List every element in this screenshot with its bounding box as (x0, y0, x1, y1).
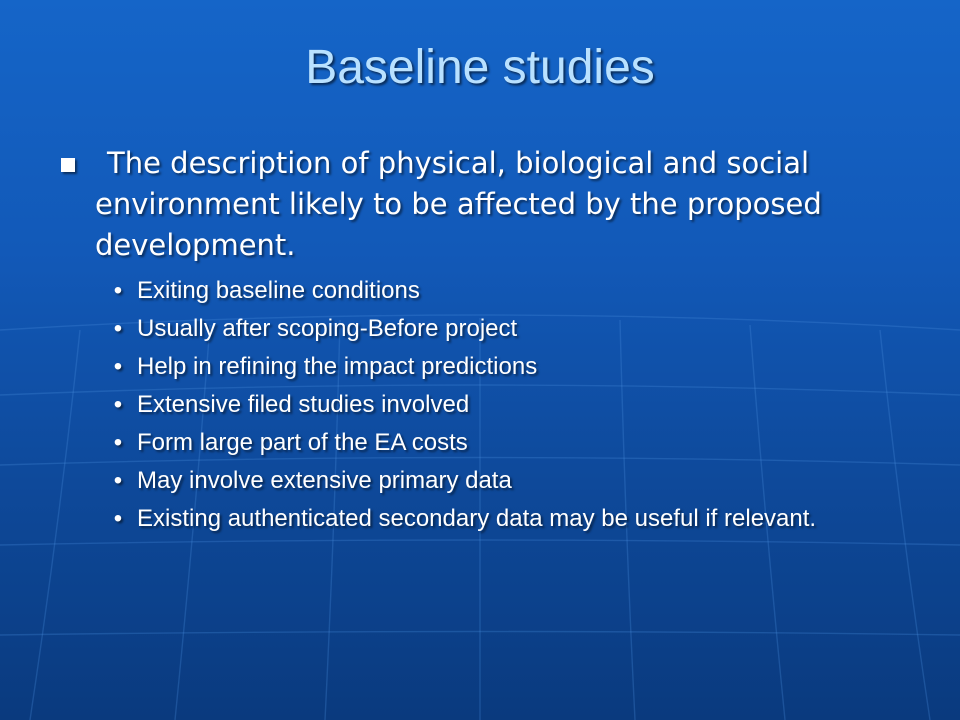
square-bullet-icon (61, 158, 75, 172)
sub-bullet-item (56, 428, 926, 457)
dot-bullet-icon: • (113, 429, 123, 456)
sub-bullet-item (56, 466, 926, 495)
slide-title: Baseline studies (305, 41, 655, 94)
dot-bullet-icon: • (113, 353, 123, 380)
sub-bullet-text: Extensive filed studies involved (137, 391, 470, 418)
sub-bullet-text: May involve extensive primary data (137, 467, 512, 494)
dot-bullet-icon: • (113, 505, 123, 532)
sub-bullet-text: Help in refining the impact predictions (137, 353, 538, 380)
sub-bullet-item (56, 504, 926, 533)
dot-bullet-icon: • (113, 467, 123, 494)
main-bullet-text: The description of physical, biological and social environment likely to be affected by the proposed development. (95, 146, 822, 262)
dot-bullet-icon: • (113, 277, 123, 304)
sub-bullet-text: Existing authenticated secondary data may be useful if relevant. (137, 505, 817, 532)
sub-bullet-list (56, 276, 926, 533)
sub-bullet-item (56, 352, 926, 381)
sub-bullet-item (56, 276, 926, 305)
sub-bullet-item (56, 314, 926, 343)
dot-bullet-icon: • (113, 315, 123, 342)
main-bullet-item (56, 143, 926, 266)
sub-bullet-text: Exiting baseline conditions (137, 277, 420, 304)
slide-body (56, 143, 926, 542)
sub-bullet-text: Usually after scoping-Before project (137, 315, 518, 342)
dot-bullet-icon: • (113, 391, 123, 418)
sub-bullet-item (56, 390, 926, 419)
sub-bullet-text: Form large part of the EA costs (137, 429, 468, 456)
